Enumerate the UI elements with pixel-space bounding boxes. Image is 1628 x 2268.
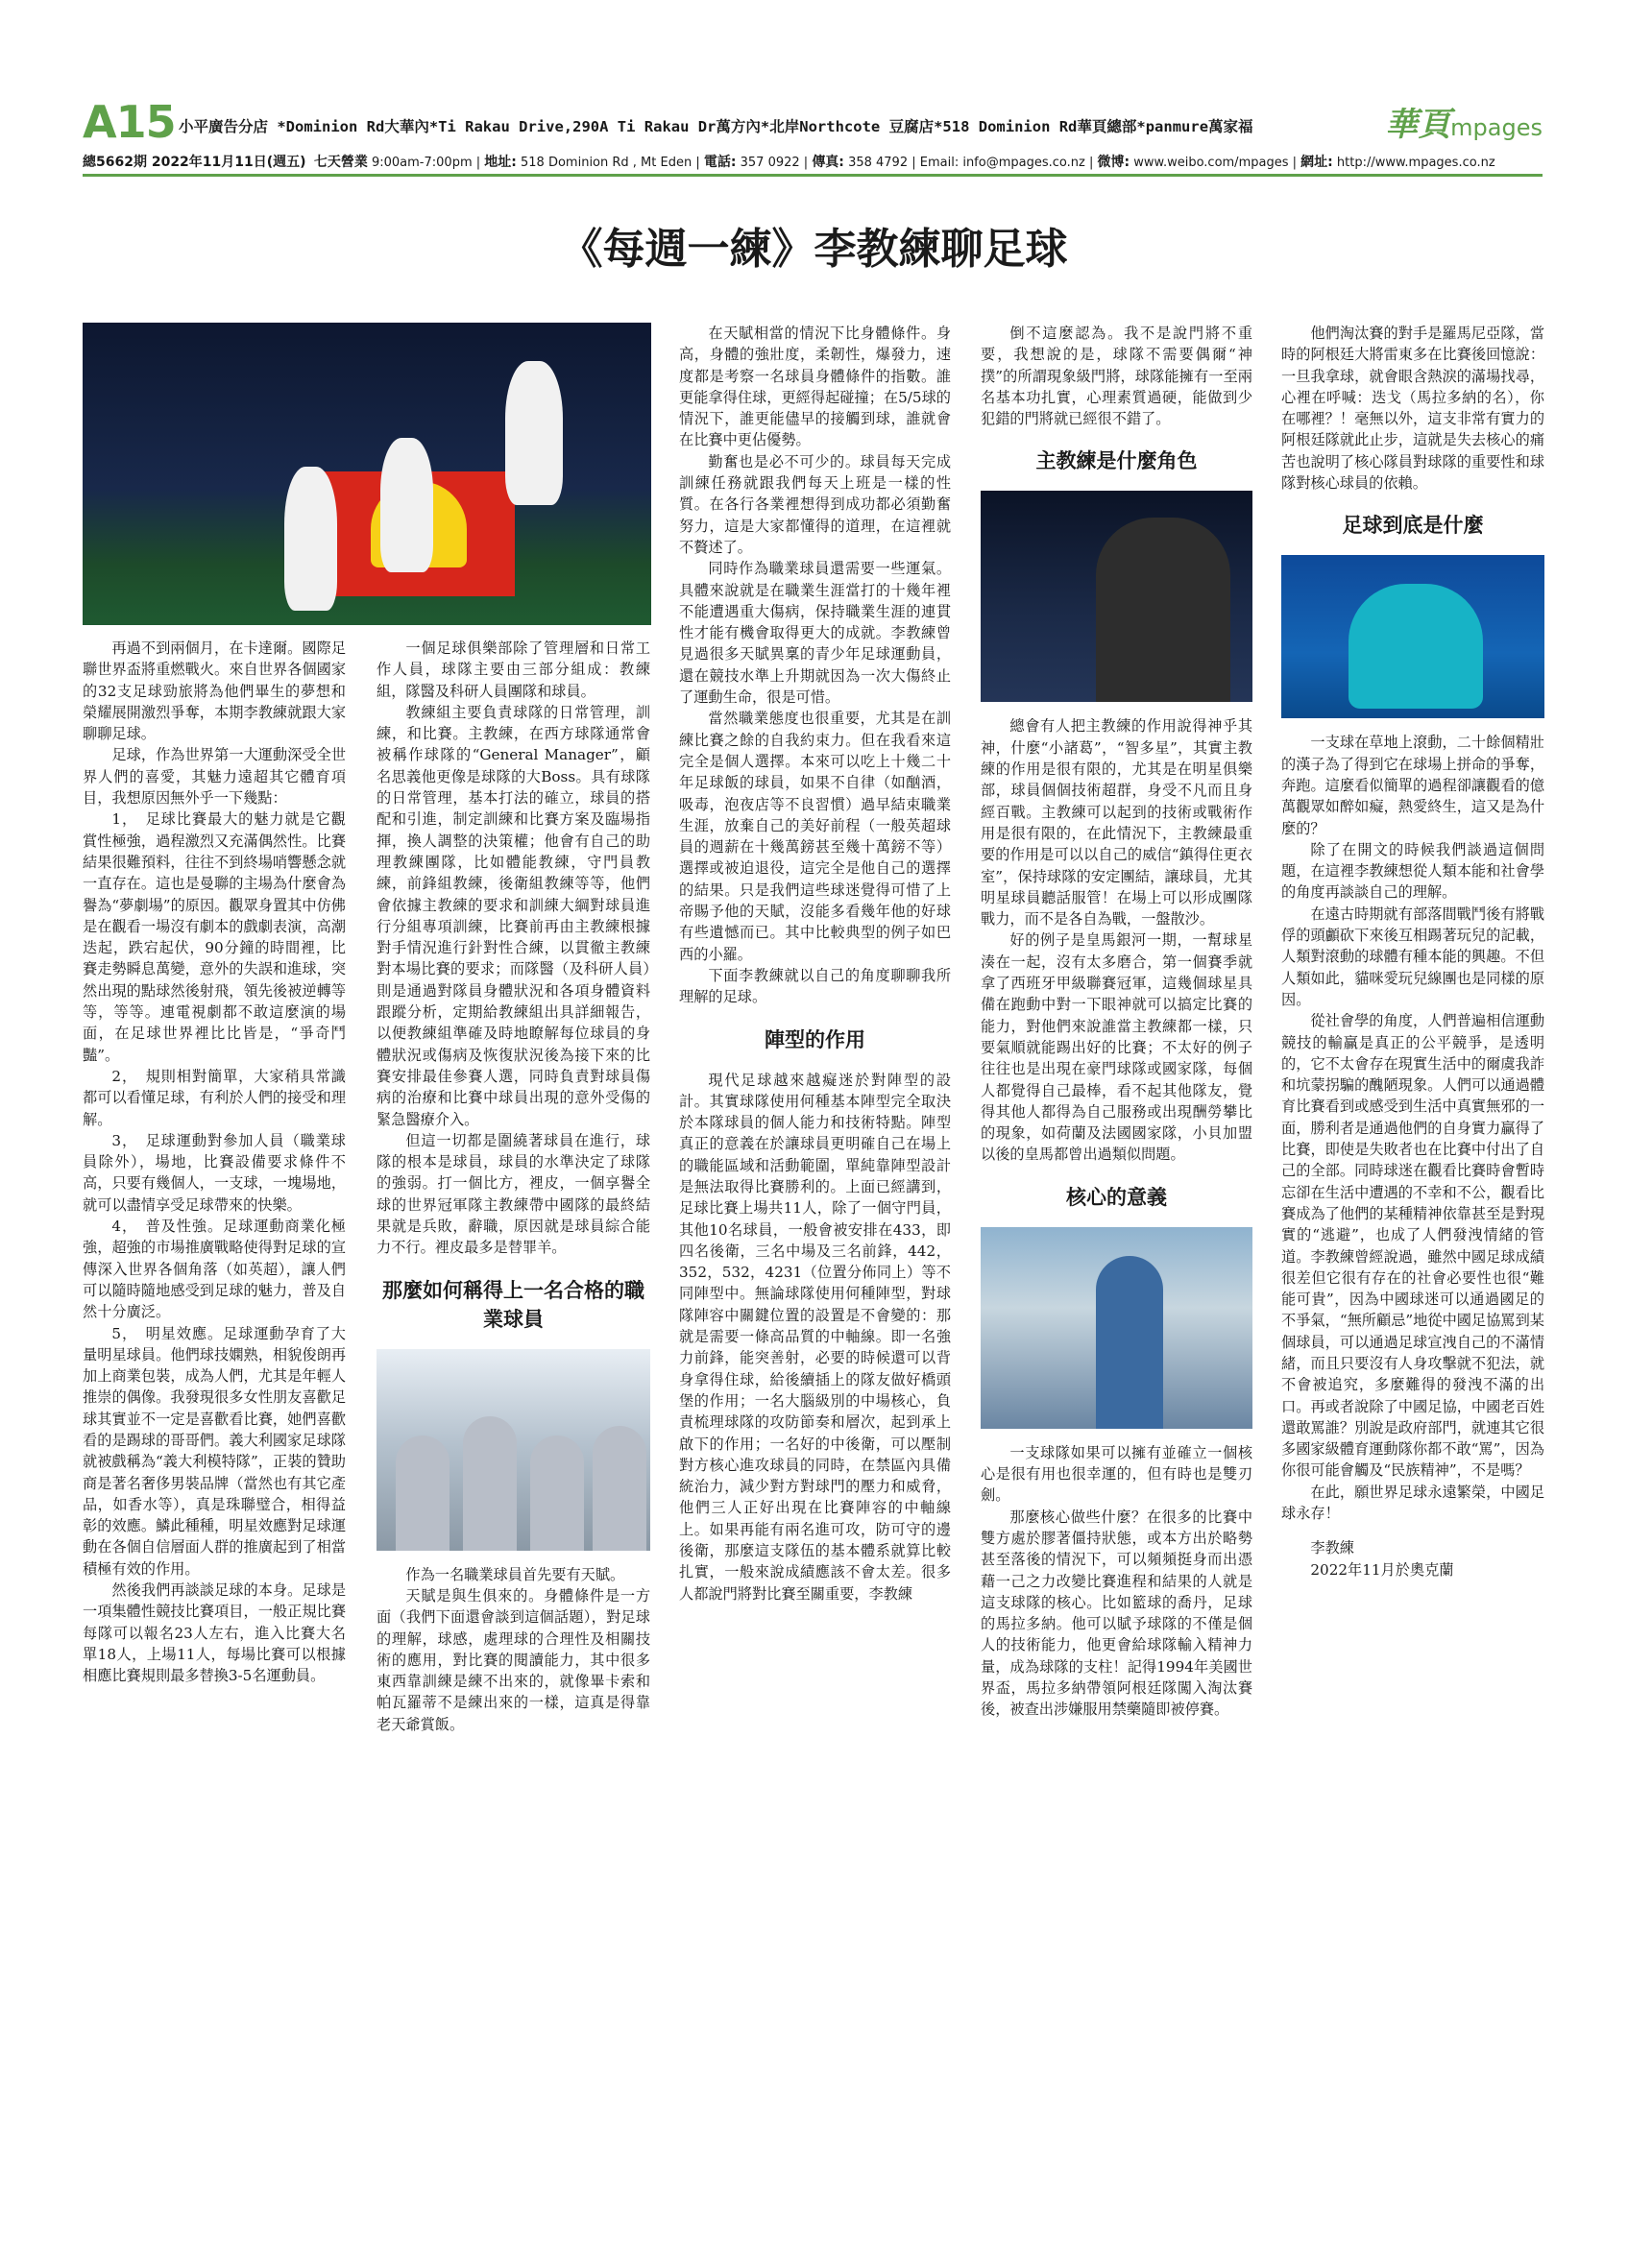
person-figure — [593, 1426, 646, 1551]
section-heading: 陣型的作用 — [765, 1026, 865, 1051]
person-figure — [396, 1436, 450, 1551]
logo-english: mpages — [1450, 114, 1543, 141]
paragraph: 同時作為職業球員還需要一些運氣。具體來說就是在職業生涯當打的十幾年裡不能遭遇重大傷病，保持職業生涯的連貫性才能有機會取得更大的成就。李教練曾見過很多天賦異稟的青少年足球運動員，還在競技水準上升期就因為一次大傷終止了運動生命，很是可惜。 — [679, 560, 951, 707]
weibo-link[interactable]: www.weibo.com/mpages — [1133, 156, 1289, 170]
branch-list: 小平廣告分店 *Dominion Rd大華內*Ti Rakau Drive,290A Ti Rakau Dr萬方內*北岸Northcote 豆腐店*518 Dominion Rd華頁總部*panmure萬家福 — [179, 118, 1253, 135]
phone: 357 0922 — [740, 156, 800, 170]
article-column-3 — [679, 323, 951, 1604]
logo-chinese: 華頁 — [1385, 106, 1451, 144]
header-rule — [83, 174, 1543, 177]
paragraph: 一個足球俱樂部除了管理層和日常工作人員，球隊主要由三部分組成：教練組，隊醫及科研人員團隊和球員。 — [377, 639, 650, 700]
section-heading: 核心的意義 — [1066, 1184, 1167, 1209]
paragraph: 再過不到兩個月，在卡達爾。國際足聯世界盃將重燃戰火。來自世界各個國家的32支足球勁旅將為他們畢生的夢想和榮耀展開激烈爭奪，本期李教練就跟大家聊聊足球。 — [83, 639, 346, 743]
paragraph: 從社會學的角度，人們普遍相信運動競技的輸贏是真正的公平競爭，是透明的，它不太會存在現實生活中的爾虞我詐和坑蒙拐騙的醜陋現象。人們可以通過體育比賽看到或感受到生活中真實無邪的一面，勝利者是通過他們的自身實力贏得了比賽，即使是失敗者也在比賽中付出了自己的全部。同時球迷在觀看比賽時會暫時忘卻在生活中遭遇的不幸和不公，觀看比賽成為了他們的某種精神依靠甚至是對現實的“逃避”，也成了人們發洩情緒的管道。李教練曾經說過，雖然中國足球成績很差但它很有存在的社會必要性也很“難能可貴”，因為中國球迷可以通過國足的不爭氣，“無所顧忌”地從中國足協罵到某個球員，可以通過足球宣洩自己的不滿情緒，而且只要沒有人身攻擊就不犯法，就不會被追究，多麼難得的發洩不滿的出口。再或者說除了中國足協，中國老百姓還敢罵誰？別說是政府部門，就連其它很多國家級體育運動隊你都不敢“罵”，因為你很可能會觸及“民族精神”，不是嗎？ — [1281, 1012, 1544, 1480]
paragraph: 現代足球越來越癡迷於對陣型的設計。其實球隊使用何種基本陣型完全取決於本隊球員的個人能力和技術特點。陣型真正的意義在於讓球員更明確自己在場上的職能區域和活動範圍，單純靠陣型設計是無法取得比賽勝利的。上面已經講到，足球比賽上場共11人，除了一個守門員，其他10名球員，一般會被安排在433，即四名後衛，三名中場及三名前鋒，442，352，532，4231（位置分佈同上）等不同陣型中。無論球隊使用何種陣型，對球隊陣容中關鍵位置的設置是不會變的：那就是需要一條高品質的中軸線。即一名強力前鋒，能突善射，必要的時候還可以背身拿得住球，給後續插上的隊友做好橋頭堡的作用；一名大腦級別的中場核心，負責梳理球隊的攻防節奏和層次，起到承上啟下的作用；一名好的中後衛，可以壓制對方核心進攻球員的同時，在禁區內具備統治力，減少對方對球門的壓力和威脅，他們三人正好出現在比賽陣容的中軸線上。如果再能有兩名進可攻，防可守的邊後衛，那麼這支隊伍的基本體系就算比較扎實，一般來說成績應該不會太差。很多人都說門將對比賽至關重要，李教練 — [679, 1071, 951, 1603]
coach-sideline-photo — [981, 491, 1252, 702]
page-number: A15 — [83, 96, 176, 148]
section-heading: 那麼如何稱得上一名合格的職業球員 — [382, 1277, 644, 1331]
player-figure — [284, 467, 337, 611]
paragraph: 除了在開文的時候我們談過這個問題，在這裡李教練想從人類本能和社會學的角度再談談自己的理解。 — [1281, 840, 1544, 902]
player-figure — [380, 438, 433, 572]
paragraph: 一支球隊如果可以擁有並確立一個核心是很有用也很幸運的，但有時也是雙刃劍。 — [981, 1443, 1252, 1505]
section-heading: 足球到底是什麼 — [1342, 513, 1484, 538]
paragraph: 天賦是與生俱來的。身體條件是一方面（我們下面還會談到這個話題），對足球的理解，球感，處理球的合理性及相關技術的應用，對比賽的閱讀能力，其中很多東西靠訓練是練不出來的，就像畢卡索和帕瓦羅蒂不是練出來的一樣，這真是得靠老天爺賞飯。 — [377, 1586, 650, 1733]
website-link[interactable]: http://www.mpages.co.nz — [1336, 156, 1495, 170]
address-label: 地址: — [484, 155, 517, 170]
fax-label: 傳真: — [812, 155, 844, 170]
trophy-lift-photo — [981, 1227, 1252, 1429]
paragraph: 但這一切都是圍繞著球員在進行，球隊的根本是球員，球員的水準決定了球隊的強弱。打一個比方，裡皮，一個享譽全球的世界冠軍隊主教練帶中國隊的最終結果就是兵敗，辭職，原因就是球員綜合能力不行。裡皮最多是替罪羊。 — [377, 1131, 650, 1257]
paragraph: 勤奮也是必不可少的。球員每天完成訓練任務就跟我們每天上班是一樣的性質。在各行各業裡想得到成功都必須勤奮努力，這是大家都懂得的道理，在這裡就不贅述了。 — [679, 452, 951, 556]
website-label: 網址: — [1300, 155, 1333, 170]
paragraph: 下面李教練就以自己的角度聊聊我所理解的足球。 — [679, 966, 951, 1006]
paragraph: 教練組主要負責球隊的日常管理，訓練，和比賽。主教練，在西方球隊通常會被稱作球隊的“General Manager”，顧名思義他更像是球隊的大Boss。具有球隊的日常管理，基本打法的確立，球員的搭配和引進，制定訓練和比賽方案及臨場指揮，換人調整的決策權；他會有自己的助理教練團隊，比如體能教練，守門員教練，前鋒組教練，後衛組教練等等，他們會依據主教練的要求和訓練大綱對球員進行分組專項訓練，比賽前再由主教練根據對手情況進行針對性合練，以貫徹主教練對本場比賽的要求；而隊醫（及科研人員）則是通過對隊員身體狀況和各項身體資料跟蹤分析，定期給教練組出具詳細報告，以便教練組準確及時地瞭解每位球員的身體狀況或傷病及恢復狀況後為接下來的比賽安排最佳參賽人選，同時負責對球員傷病的治療和比賽中球員出現的意外受傷的緊急醫療介入。 — [377, 703, 650, 1128]
hours-label: 七天營業 — [313, 155, 368, 170]
article-column-4 — [981, 323, 1252, 1721]
issue-date: 總5662期 2022年11月11日(週五) — [83, 155, 306, 170]
player-figure — [505, 361, 563, 505]
article-headline: 《每週一練》李教練聊足球 — [560, 225, 1068, 274]
paragraph: 他們淘汰賽的對手是羅馬尼亞隊，當時的阿根廷大將雷東多在比賽後回憶說：一旦我拿球，就會眼含熱淚的滿場找尋，心裡在呼喊：迭戈（馬拉多納的名），你在哪裡？！毫無以外，這支非常有實力的阿根廷隊就此止步，這就是失去核心的痛苦也說明了核心隊員對球隊的重要性和球隊對核心球員的依賴。 — [1281, 325, 1544, 493]
paragraph: 1， 足球比賽最大的魅力就是它觀賞性極強，過程激烈又充滿偶然性。比賽結果很難預料，往往不到終場哨響懸念就一直存在。這也是曼聯的主場為什麼會為譽為“夢劇場”的原因。觀眾身置其中仿佛是在觀看一場沒有劇本的戲劇表演，高潮迭起，跌宕起伏，90分鐘的時間裡，比賽走勢瞬息萬變，意外的失誤和進球，突然出現的點球然後射飛，領先後被逆轉等等，等等。連電視劇都不敢這麼演的場面，在足球世界裡比比皆是，“爭奇鬥豔”。 — [83, 810, 346, 1064]
page-header — [83, 96, 1543, 179]
paragraph: 當然職業態度也很重要，尤其是在訓練比賽之餘的自我約束力。但在我看來這完全是個人選擇。本來可以吃上十幾二十年足球飯的球員，如果不自律（如酗酒，吸毒，泡夜店等不良習慣）過早結束職業生涯，放棄自己的美好前程（一般英超球員的週薪在十幾萬鎊甚至幾十萬鎊不等）選擇或被迫退役，這完全是他自己的選擇的結果。只是我們這些球迷覺得可惜了上帝賜予他的天賦，沒能多看幾年他的好球有些遺憾而已。其中比較典型的例子如巴西的小羅。 — [679, 710, 951, 963]
author-name: 李教練 — [1310, 1539, 1354, 1557]
team-suits-photo — [377, 1349, 650, 1551]
section-heading: 主教練是什麼角色 — [1035, 448, 1198, 473]
paragraph: 在遠古時期就有部落間戰鬥後有將戰俘的頭顱砍下來後互相踢著玩兒的記載，人類對滾動的球體有種本能的興趣。不但人類如此，貓咪愛玩兒線團也是同樣的原因。 — [1281, 905, 1544, 1008]
article-column-5 — [1281, 323, 1544, 1580]
address: 518 Dominion Rd , Mt Eden — [521, 156, 693, 170]
paragraph: 那麼核心做些什麼？在很多的比賽中雙方處於膠著僵持狀態，或本方出於略勢甚至落後的情況下，可以頻頻挺身而出憑藉一己之力改變比賽進程和結果的人就是這支球隊的核心。比如籃球的喬丹，足球的馬拉多納。他可以賦予球隊的不僅是個人的技術能力，他更會給球隊輸入精神力量，成為球隊的支柱！記得1994年美國世界盃，馬拉多納帶領阿根廷隊闖入淘汰賽後，被查出涉嫌服用禁藥隨即被停賽。 — [981, 1508, 1252, 1719]
paragraph: 3， 足球運動對參加人員（職業球員除外），場地，比賽設備要求條件不高，只要有幾個人，一支球，一塊場地，就可以盡情享受足球帶來的快樂。 — [83, 1131, 346, 1214]
paragraph: 5， 明星效應。足球運動孕育了大量明星球員。他們球技嫻熟，相貌俊朗再加上商業包裝，成為人們，尤其是年輕人推崇的偶像。我發現很多女性朋友喜歡足球其實並不一定是喜歡看比賽，她們喜歡看的是踢球的哥哥們。義大利國家足球隊就被戲稱為“義大利模特隊”，正裝的贊助商是著名奢侈男裝品牌（當然也有其它產品，如香水等），真是珠聯璧合，相得益彰的效應。鱗此種種，明星效應對足球運動在各個自信層面人群的推廣起到了相當積極有效的作用。 — [83, 1324, 346, 1578]
paragraph: 在天賦相當的情況下比身體條件。身高，身體的強壯度，柔韌性，爆發力，速度都是考察一名球員身體條件的指數。誰更能拿得住球，更經得起碰撞；在5/5球的情況下，誰更能儘早的接觸到球，誰就會在比賽中更佔優勢。 — [679, 325, 951, 449]
goalkeeper-photo — [1281, 555, 1544, 718]
hours: 9:00am-7:00pm — [371, 156, 473, 170]
paragraph: 一支球在草地上滾動，二十餘個精壯的漢子為了得到它在球場上拼命的爭奪，奔跑。這麼看似簡單的過程卻讓觀看的億萬觀眾如醉如癡，熱愛終生，這又是為什麼的？ — [1281, 734, 1544, 837]
paragraph: 好的例子是皇馬銀河一期，一幫球星湊在一起，沒有太多磨合，第一個賽季就拿了西班牙甲級聯賽冠軍，這幾個球星具備在跑動中對一下眼神就可以搞定比賽的能力，對他們來說誰當主教練都一樣，只要氣順就能踢出好的比賽；不太好的例子往往也是出現在豪門球隊或國家隊，每個人都覺得自己最棒，看不起其他隊友，覺得其他人都得為自己服務或出現酬勞攀比的現象，如荷蘭及法國國家隊，小貝加盟以後的皇馬都曾出過類似問題。 — [981, 931, 1252, 1164]
coach-figure — [1096, 518, 1230, 702]
article-column-2 — [377, 638, 650, 1735]
paragraph: 作為一名職業球員首先要有天賦。 — [405, 1565, 625, 1583]
article-column-1 — [83, 638, 346, 1687]
fax: 358 4792 — [848, 156, 909, 170]
player-figure — [1096, 1256, 1163, 1429]
paragraph: 然後我們再談談足球的本身。足球是一項集體性競技比賽項目，一般正規比賽每隊可以報名23人左右，進入比賽大名單18人，上場11人，每場比賽可以根據相應比賽規則最多替換3-5名運動員。 — [83, 1581, 346, 1685]
email-link[interactable]: Email: info@mpages.co.nz — [919, 156, 1085, 170]
paragraph: 2， 規則相對簡單，大家稍具常識都可以看懂足球，有利於人們的接受和理解。 — [83, 1067, 346, 1128]
football-celebration-photo — [83, 323, 651, 625]
phone-label: 電話: — [703, 155, 737, 170]
author-date: 2022年11月於奧克蘭 — [1310, 1560, 1454, 1579]
issue-info-line: 總5662期 2022年11月11日(週五) 七天營業 9:00am-7:00pm | 地址: 518 Dominion Rd , Mt Eden | 電話: 357 0922 | 傳真: 358 4792 | Email: info@mpages.co.nz | 微博: www.weibo.com/mpages | 網址: http://www.mpages.co.nz — [83, 155, 1495, 170]
weibo-label: 微博: — [1097, 155, 1130, 170]
mpages-logo — [1385, 98, 1543, 145]
paragraph: 倒不這麼認為。我不是說門將不重要，我想說的是，球隊不需要偶爾“神撲”的所謂現象級門將，球隊能擁有一至兩名基本功扎實，心理素質過硬，能做到少犯錯的門將就已經很不錯了。 — [981, 325, 1252, 428]
paragraph: 足球，作為世界第一大運動深受全世界人們的喜愛，其魅力遠超其它體育項目，我想原因無外乎一下幾點： — [83, 746, 346, 808]
goalkeeper-figure — [1349, 584, 1483, 709]
paragraph: 4， 普及性強。足球運動商業化極強，超強的市場推廣戰略使得對足球的宣傳深入世界各個角落（如英超），讓人們可以隨時隨地感受到足球的魅力，普及自然十分廣泛。 — [83, 1218, 346, 1321]
paragraph: 總會有人把主教練的作用說得神乎其神，什麼“小諸葛”，“智多星”，其實主教練的作用是很有限的，尤其是在明星俱樂部，球員個個技術超群，身受不凡而且身經百戰。主教練可以起到的技術或戰術作用是很有限的，在此情況下，主教練最重要的作用是可以以自己的威信“鎮得住更衣室”，保持球隊的安定團結，讓球員，尤其明星球員聽話服管！在場上可以形成團隊戰力，而不是各自為戰，一盤散沙。 — [981, 717, 1252, 929]
person-figure — [463, 1416, 517, 1551]
paragraph: 在此，願世界足球永遠繁榮，中國足球永存！ — [1281, 1483, 1544, 1523]
person-figure — [530, 1436, 584, 1551]
